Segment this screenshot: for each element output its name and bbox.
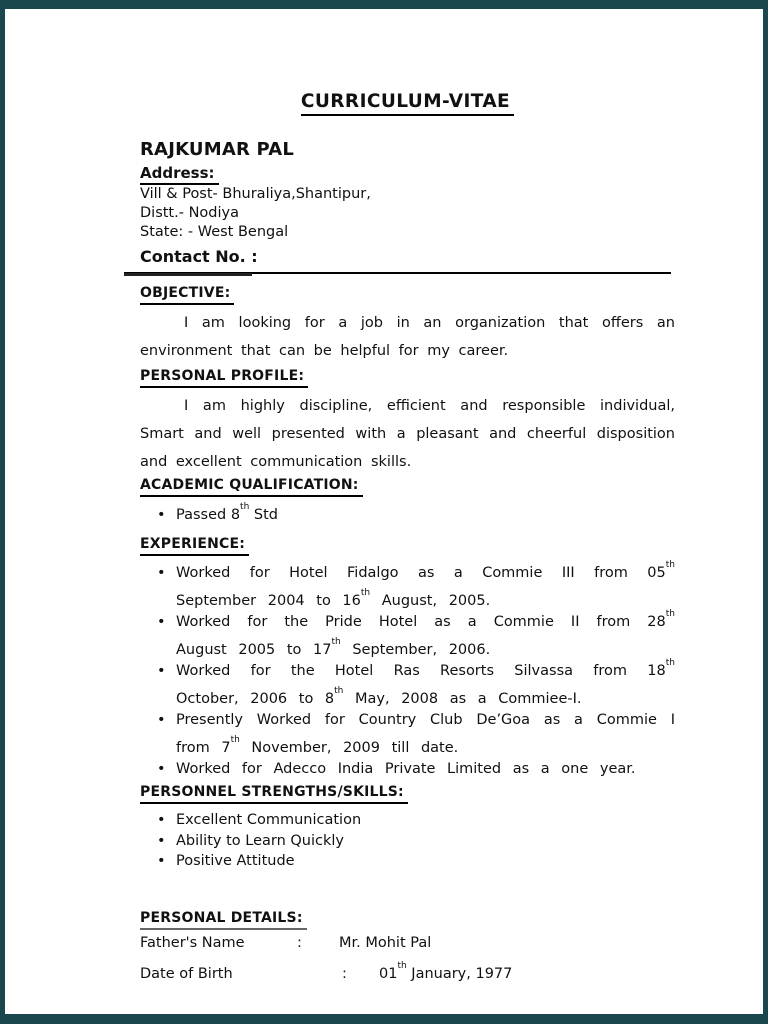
detail-label: Date of Birth (140, 965, 233, 982)
skill-item: • Excellent Communication (140, 810, 675, 831)
address-heading: Address: (140, 164, 675, 185)
address-line: Vill & Post- Bhuraliya,Shantipur, (140, 186, 371, 202)
section-heading-academic-qualification: ACADEMIC QUALIFICATION: (140, 476, 675, 497)
address-line: Distt.- Nodiya (140, 205, 239, 221)
detail-colon: : (297, 934, 302, 951)
experience-item: • Worked for Hotel Fidalgo as a Commie III from 05th September 2004 to 16th August, 2005. (140, 559, 675, 615)
divider-line (124, 272, 671, 277)
detail-label: Father's Name (140, 934, 245, 951)
detail-row (140, 960, 675, 984)
experience-item: • Worked for the Pride Hotel as a Commie II from 28th August 2005 to 17th September, 2006. (140, 608, 675, 664)
experience-item: • Worked for the Hotel Ras Resorts Silvassa from 18th October, 2006 to 8th May, 2008 as a Commiee-I. (140, 657, 675, 713)
qualification-item: • Passed 8th Std (140, 504, 675, 526)
section-heading-strengths-skills: PERSONNEL STRENGTHS/SKILLS: (140, 783, 675, 804)
skill-item: • Positive Attitude (140, 851, 675, 872)
experience-item: • Presently Worked for Country Club De’Goa as a Commie I from 7th November, 2009 till date. (140, 706, 675, 762)
detail-value: Mr. Mohit Pal (339, 934, 432, 951)
candidate-name: RAJKUMAR PAL (140, 139, 295, 160)
detail-row (140, 933, 675, 953)
contact-heading: Contact No. : (140, 247, 258, 266)
strengths-list (140, 810, 675, 872)
section-heading-personal-details: PERSONAL DETAILS: (140, 909, 675, 930)
academic-qualification-list (140, 504, 675, 526)
objective-text: I am looking for a job in an organization that offers an environment that can be helpful for my career. (140, 315, 675, 359)
section-heading-personal-profile: PERSONAL PROFILE: (140, 367, 675, 388)
section-heading-objective: OBJECTIVE: (140, 284, 675, 305)
detail-value: 01th January, 1977 (379, 960, 513, 982)
detail-colon: : (342, 965, 347, 982)
personal-profile-text: I am highly discipline, efficient and responsible individual, Smart and well presented with a pleasant and cheerful disposition and excellent communication skills. (140, 398, 675, 470)
page-title (140, 91, 675, 116)
experience-item: • Worked for Adecco India Private Limited as a one year. (140, 755, 675, 783)
experience-list (140, 559, 675, 783)
skill-item: • Ability to Learn Quickly (140, 831, 675, 852)
address-line: State: - West Bengal (140, 224, 289, 240)
cv-page (5, 9, 763, 984)
page-title-text: CURRICULUM-VITAE (301, 91, 514, 116)
section-heading-experience: EXPERIENCE: (140, 535, 675, 556)
